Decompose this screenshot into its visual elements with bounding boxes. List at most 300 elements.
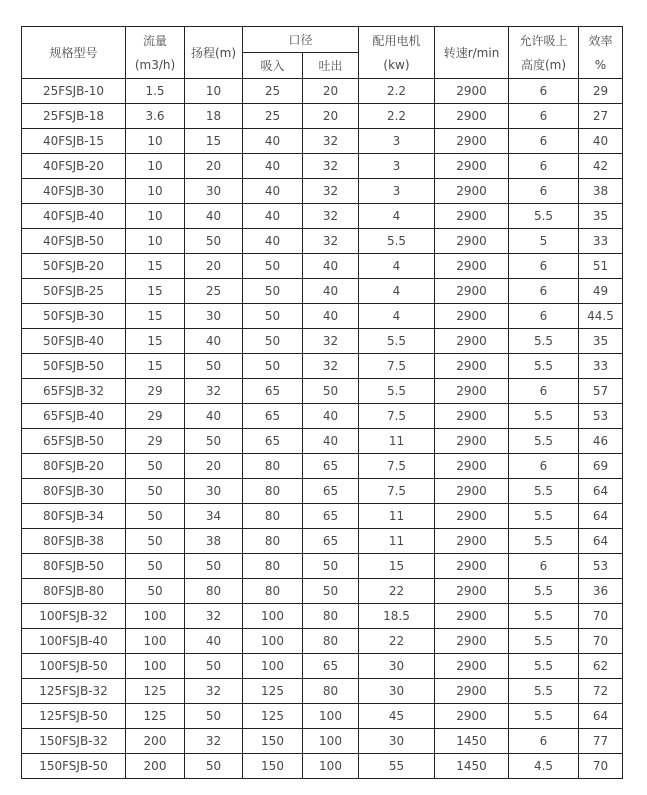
cell-flow: 125 xyxy=(126,704,185,729)
table-row xyxy=(22,429,623,454)
table-row xyxy=(22,204,623,229)
cell-npsh: 6 xyxy=(509,554,579,579)
cell-motor: 5.5 xyxy=(359,229,435,254)
cell-efficiency: 72 xyxy=(579,679,623,704)
cell-model: 125FSJB-32 xyxy=(22,679,126,704)
table-row xyxy=(22,329,623,354)
header-suction: 吸入 xyxy=(243,53,303,79)
header-npsh-unit: 高度(m) xyxy=(520,57,567,72)
cell-efficiency: 40 xyxy=(579,129,623,154)
cell-head: 50 xyxy=(185,354,243,379)
cell-suction: 40 xyxy=(243,229,303,254)
cell-speed: 2900 xyxy=(435,204,509,229)
cell-efficiency: 64 xyxy=(579,504,623,529)
cell-flow: 3.6 xyxy=(126,104,185,129)
cell-flow: 100 xyxy=(126,604,185,629)
table-row xyxy=(22,604,623,629)
cell-flow: 29 xyxy=(126,404,185,429)
cell-npsh: 5.5 xyxy=(509,679,579,704)
cell-model: 50FSJB-25 xyxy=(22,279,126,304)
cell-head: 40 xyxy=(185,404,243,429)
cell-discharge: 32 xyxy=(303,204,359,229)
cell-npsh: 6 xyxy=(509,79,579,104)
cell-discharge: 80 xyxy=(303,629,359,654)
cell-motor: 15 xyxy=(359,554,435,579)
header-flow-unit: (m3/h) xyxy=(134,57,176,72)
cell-npsh: 5.5 xyxy=(509,354,579,379)
cell-discharge: 80 xyxy=(303,604,359,629)
cell-discharge: 32 xyxy=(303,329,359,354)
cell-npsh: 6 xyxy=(509,254,579,279)
cell-npsh: 6 xyxy=(509,154,579,179)
cell-model: 80FSJB-30 xyxy=(22,479,126,504)
cell-flow: 50 xyxy=(126,529,185,554)
cell-npsh: 5.5 xyxy=(509,204,579,229)
cell-npsh: 5.5 xyxy=(509,654,579,679)
cell-model: 80FSJB-20 xyxy=(22,454,126,479)
cell-npsh: 5.5 xyxy=(509,429,579,454)
cell-flow: 10 xyxy=(126,129,185,154)
cell-efficiency: 33 xyxy=(579,229,623,254)
cell-speed: 2900 xyxy=(435,104,509,129)
cell-speed: 2900 xyxy=(435,654,509,679)
cell-suction: 50 xyxy=(243,254,303,279)
cell-efficiency: 49 xyxy=(579,279,623,304)
table-row xyxy=(22,479,623,504)
cell-discharge: 100 xyxy=(303,729,359,754)
cell-discharge: 40 xyxy=(303,254,359,279)
cell-flow: 15 xyxy=(126,304,185,329)
cell-npsh: 5.5 xyxy=(509,529,579,554)
cell-discharge: 65 xyxy=(303,654,359,679)
cell-speed: 2900 xyxy=(435,504,509,529)
cell-speed: 2900 xyxy=(435,479,509,504)
cell-discharge: 40 xyxy=(303,429,359,454)
cell-suction: 65 xyxy=(243,404,303,429)
cell-motor: 22 xyxy=(359,579,435,604)
cell-model: 25FSJB-10 xyxy=(22,79,126,104)
cell-model: 150FSJB-32 xyxy=(22,729,126,754)
header-efficiency xyxy=(579,27,623,79)
cell-model: 65FSJB-40 xyxy=(22,404,126,429)
cell-speed: 2900 xyxy=(435,179,509,204)
table-row xyxy=(22,629,623,654)
cell-efficiency: 46 xyxy=(579,429,623,454)
table-row xyxy=(22,404,623,429)
cell-speed: 2900 xyxy=(435,404,509,429)
cell-discharge: 40 xyxy=(303,304,359,329)
cell-speed: 2900 xyxy=(435,129,509,154)
cell-head: 38 xyxy=(185,529,243,554)
cell-discharge: 50 xyxy=(303,379,359,404)
cell-discharge: 20 xyxy=(303,79,359,104)
header-motor-label: 配用电机 xyxy=(372,33,421,48)
cell-head: 32 xyxy=(185,604,243,629)
cell-flow: 10 xyxy=(126,179,185,204)
cell-speed: 2900 xyxy=(435,554,509,579)
cell-flow: 50 xyxy=(126,454,185,479)
header-efficiency-unit: % xyxy=(594,57,607,72)
table-row xyxy=(22,104,623,129)
spec-table-container xyxy=(21,26,623,779)
cell-head: 30 xyxy=(185,179,243,204)
cell-efficiency: 70 xyxy=(579,629,623,654)
cell-motor: 30 xyxy=(359,729,435,754)
cell-npsh: 6 xyxy=(509,729,579,754)
cell-model: 80FSJB-38 xyxy=(22,529,126,554)
cell-motor: 2.2 xyxy=(359,79,435,104)
cell-speed: 2900 xyxy=(435,354,509,379)
header-model: 规格型号 xyxy=(22,27,126,79)
cell-suction: 40 xyxy=(243,154,303,179)
header-motor xyxy=(359,27,435,79)
cell-efficiency: 51 xyxy=(579,254,623,279)
cell-speed: 2900 xyxy=(435,329,509,354)
cell-efficiency: 44.5 xyxy=(579,304,623,329)
cell-suction: 150 xyxy=(243,754,303,779)
cell-efficiency: 33 xyxy=(579,354,623,379)
cell-flow: 125 xyxy=(126,679,185,704)
cell-suction: 100 xyxy=(243,654,303,679)
cell-suction: 50 xyxy=(243,279,303,304)
table-body xyxy=(22,79,623,779)
cell-motor: 4 xyxy=(359,279,435,304)
cell-suction: 80 xyxy=(243,454,303,479)
cell-model: 80FSJB-80 xyxy=(22,579,126,604)
cell-model: 40FSJB-40 xyxy=(22,204,126,229)
cell-model: 50FSJB-50 xyxy=(22,354,126,379)
cell-discharge: 40 xyxy=(303,404,359,429)
cell-suction: 40 xyxy=(243,129,303,154)
cell-flow: 15 xyxy=(126,254,185,279)
table-row xyxy=(22,679,623,704)
cell-flow: 15 xyxy=(126,354,185,379)
cell-motor: 22 xyxy=(359,629,435,654)
cell-model: 50FSJB-20 xyxy=(22,254,126,279)
cell-head: 32 xyxy=(185,379,243,404)
table-row xyxy=(22,129,623,154)
cell-efficiency: 42 xyxy=(579,154,623,179)
cell-discharge: 50 xyxy=(303,554,359,579)
cell-efficiency: 64 xyxy=(579,529,623,554)
cell-flow: 15 xyxy=(126,279,185,304)
cell-head: 50 xyxy=(185,654,243,679)
table-row xyxy=(22,454,623,479)
header-npsh xyxy=(509,27,579,79)
cell-suction: 65 xyxy=(243,429,303,454)
cell-model: 100FSJB-32 xyxy=(22,604,126,629)
cell-discharge: 65 xyxy=(303,479,359,504)
header-discharge: 吐出 xyxy=(303,53,359,79)
header-efficiency-label: 效率 xyxy=(588,33,613,48)
pump-spec-table xyxy=(21,26,623,779)
cell-suction: 80 xyxy=(243,504,303,529)
cell-efficiency: 70 xyxy=(579,754,623,779)
cell-model: 50FSJB-30 xyxy=(22,304,126,329)
cell-flow: 200 xyxy=(126,754,185,779)
cell-discharge: 32 xyxy=(303,354,359,379)
cell-suction: 50 xyxy=(243,354,303,379)
cell-head: 34 xyxy=(185,504,243,529)
cell-speed: 2900 xyxy=(435,604,509,629)
table-row xyxy=(22,304,623,329)
cell-discharge: 50 xyxy=(303,579,359,604)
cell-motor: 5.5 xyxy=(359,329,435,354)
cell-motor: 4 xyxy=(359,304,435,329)
cell-speed: 1450 xyxy=(435,754,509,779)
cell-suction: 80 xyxy=(243,479,303,504)
cell-efficiency: 57 xyxy=(579,379,623,404)
cell-flow: 15 xyxy=(126,329,185,354)
table-row xyxy=(22,729,623,754)
cell-discharge: 32 xyxy=(303,229,359,254)
cell-head: 50 xyxy=(185,754,243,779)
table-row xyxy=(22,179,623,204)
cell-flow: 10 xyxy=(126,204,185,229)
cell-motor: 3 xyxy=(359,154,435,179)
cell-model: 100FSJB-50 xyxy=(22,654,126,679)
cell-npsh: 6 xyxy=(509,104,579,129)
cell-head: 10 xyxy=(185,79,243,104)
cell-efficiency: 38 xyxy=(579,179,623,204)
cell-flow: 50 xyxy=(126,579,185,604)
cell-speed: 2900 xyxy=(435,429,509,454)
header-head: 扬程(m) xyxy=(185,27,243,79)
cell-suction: 150 xyxy=(243,729,303,754)
cell-model: 80FSJB-34 xyxy=(22,504,126,529)
cell-head: 40 xyxy=(185,629,243,654)
header-motor-unit: (kw) xyxy=(383,57,410,72)
cell-efficiency: 69 xyxy=(579,454,623,479)
cell-speed: 2900 xyxy=(435,79,509,104)
table-row xyxy=(22,654,623,679)
table-header xyxy=(22,27,623,79)
cell-suction: 25 xyxy=(243,79,303,104)
cell-discharge: 65 xyxy=(303,454,359,479)
cell-flow: 100 xyxy=(126,629,185,654)
cell-head: 20 xyxy=(185,254,243,279)
cell-model: 65FSJB-32 xyxy=(22,379,126,404)
cell-motor: 7.5 xyxy=(359,354,435,379)
cell-model: 40FSJB-50 xyxy=(22,229,126,254)
cell-suction: 125 xyxy=(243,704,303,729)
cell-discharge: 32 xyxy=(303,154,359,179)
table-row xyxy=(22,579,623,604)
cell-head: 20 xyxy=(185,154,243,179)
cell-head: 80 xyxy=(185,579,243,604)
cell-npsh: 6 xyxy=(509,279,579,304)
cell-npsh: 5.5 xyxy=(509,404,579,429)
cell-efficiency: 70 xyxy=(579,604,623,629)
header-speed: 转速r/min xyxy=(435,27,509,79)
cell-speed: 2900 xyxy=(435,579,509,604)
cell-model: 125FSJB-50 xyxy=(22,704,126,729)
cell-motor: 4 xyxy=(359,254,435,279)
cell-flow: 1.5 xyxy=(126,79,185,104)
cell-head: 32 xyxy=(185,729,243,754)
cell-head: 25 xyxy=(185,279,243,304)
header-caliber: 口径 xyxy=(243,27,359,53)
cell-efficiency: 29 xyxy=(579,79,623,104)
cell-flow: 10 xyxy=(126,229,185,254)
cell-motor: 11 xyxy=(359,504,435,529)
cell-suction: 80 xyxy=(243,579,303,604)
cell-npsh: 6 xyxy=(509,454,579,479)
header-npsh-label: 允许吸上 xyxy=(519,33,568,48)
cell-flow: 50 xyxy=(126,479,185,504)
cell-discharge: 32 xyxy=(303,179,359,204)
cell-discharge: 20 xyxy=(303,104,359,129)
cell-flow: 29 xyxy=(126,379,185,404)
cell-head: 18 xyxy=(185,104,243,129)
cell-efficiency: 27 xyxy=(579,104,623,129)
cell-model: 40FSJB-15 xyxy=(22,129,126,154)
cell-model: 25FSJB-18 xyxy=(22,104,126,129)
cell-motor: 7.5 xyxy=(359,404,435,429)
cell-npsh: 5.5 xyxy=(509,604,579,629)
cell-suction: 80 xyxy=(243,554,303,579)
cell-flow: 100 xyxy=(126,654,185,679)
cell-speed: 2900 xyxy=(435,254,509,279)
cell-motor: 30 xyxy=(359,654,435,679)
cell-motor: 5.5 xyxy=(359,379,435,404)
cell-efficiency: 62 xyxy=(579,654,623,679)
cell-npsh: 5.5 xyxy=(509,704,579,729)
cell-speed: 2900 xyxy=(435,529,509,554)
cell-suction: 50 xyxy=(243,329,303,354)
cell-head: 50 xyxy=(185,554,243,579)
cell-speed: 2900 xyxy=(435,304,509,329)
cell-discharge: 32 xyxy=(303,129,359,154)
cell-npsh: 6 xyxy=(509,379,579,404)
cell-motor: 3 xyxy=(359,179,435,204)
cell-motor: 4 xyxy=(359,204,435,229)
cell-head: 50 xyxy=(185,704,243,729)
cell-suction: 100 xyxy=(243,604,303,629)
cell-flow: 10 xyxy=(126,154,185,179)
cell-npsh: 6 xyxy=(509,129,579,154)
cell-speed: 2900 xyxy=(435,379,509,404)
cell-motor: 45 xyxy=(359,704,435,729)
table-row xyxy=(22,704,623,729)
cell-head: 30 xyxy=(185,304,243,329)
table-row xyxy=(22,554,623,579)
cell-suction: 80 xyxy=(243,529,303,554)
cell-speed: 2900 xyxy=(435,629,509,654)
table-row xyxy=(22,379,623,404)
cell-efficiency: 35 xyxy=(579,204,623,229)
cell-efficiency: 53 xyxy=(579,554,623,579)
table-row xyxy=(22,754,623,779)
cell-head: 32 xyxy=(185,679,243,704)
cell-efficiency: 36 xyxy=(579,579,623,604)
cell-head: 50 xyxy=(185,429,243,454)
cell-head: 20 xyxy=(185,454,243,479)
cell-model: 40FSJB-30 xyxy=(22,179,126,204)
cell-suction: 125 xyxy=(243,679,303,704)
cell-npsh: 6 xyxy=(509,179,579,204)
cell-npsh: 5.5 xyxy=(509,579,579,604)
cell-discharge: 65 xyxy=(303,504,359,529)
cell-speed: 2900 xyxy=(435,679,509,704)
cell-npsh: 5.5 xyxy=(509,504,579,529)
cell-npsh: 4.5 xyxy=(509,754,579,779)
cell-model: 150FSJB-50 xyxy=(22,754,126,779)
cell-motor: 55 xyxy=(359,754,435,779)
cell-speed: 2900 xyxy=(435,279,509,304)
cell-flow: 50 xyxy=(126,504,185,529)
cell-discharge: 80 xyxy=(303,679,359,704)
cell-speed: 2900 xyxy=(435,454,509,479)
cell-suction: 65 xyxy=(243,379,303,404)
cell-model: 100FSJB-40 xyxy=(22,629,126,654)
table-row xyxy=(22,354,623,379)
cell-motor: 30 xyxy=(359,679,435,704)
cell-head: 40 xyxy=(185,204,243,229)
cell-model: 80FSJB-50 xyxy=(22,554,126,579)
header-flow-label: 流量 xyxy=(142,33,167,48)
cell-npsh: 6 xyxy=(509,304,579,329)
cell-head: 30 xyxy=(185,479,243,504)
table-row xyxy=(22,229,623,254)
cell-motor: 2.2 xyxy=(359,104,435,129)
cell-motor: 3 xyxy=(359,129,435,154)
cell-discharge: 100 xyxy=(303,704,359,729)
cell-motor: 7.5 xyxy=(359,479,435,504)
cell-motor: 11 xyxy=(359,429,435,454)
table-row xyxy=(22,279,623,304)
cell-efficiency: 35 xyxy=(579,329,623,354)
cell-suction: 40 xyxy=(243,179,303,204)
cell-speed: 2900 xyxy=(435,154,509,179)
cell-npsh: 5 xyxy=(509,229,579,254)
table-row xyxy=(22,254,623,279)
cell-discharge: 40 xyxy=(303,279,359,304)
cell-motor: 7.5 xyxy=(359,454,435,479)
cell-discharge: 100 xyxy=(303,754,359,779)
cell-model: 40FSJB-20 xyxy=(22,154,126,179)
cell-speed: 2900 xyxy=(435,704,509,729)
table-row xyxy=(22,154,623,179)
cell-flow: 200 xyxy=(126,729,185,754)
cell-suction: 40 xyxy=(243,204,303,229)
cell-motor: 18.5 xyxy=(359,604,435,629)
cell-head: 50 xyxy=(185,229,243,254)
cell-model: 50FSJB-40 xyxy=(22,329,126,354)
cell-npsh: 5.5 xyxy=(509,479,579,504)
cell-flow: 50 xyxy=(126,554,185,579)
cell-suction: 25 xyxy=(243,104,303,129)
cell-flow: 29 xyxy=(126,429,185,454)
cell-npsh: 5.5 xyxy=(509,329,579,354)
cell-suction: 100 xyxy=(243,629,303,654)
cell-efficiency: 53 xyxy=(579,404,623,429)
table-row xyxy=(22,504,623,529)
table-row xyxy=(22,79,623,104)
cell-head: 40 xyxy=(185,329,243,354)
header-flow xyxy=(126,27,185,79)
cell-model: 65FSJB-50 xyxy=(22,429,126,454)
cell-npsh: 5.5 xyxy=(509,629,579,654)
cell-efficiency: 64 xyxy=(579,704,623,729)
cell-suction: 50 xyxy=(243,304,303,329)
cell-efficiency: 77 xyxy=(579,729,623,754)
cell-motor: 11 xyxy=(359,529,435,554)
cell-head: 15 xyxy=(185,129,243,154)
cell-discharge: 65 xyxy=(303,529,359,554)
cell-speed: 1450 xyxy=(435,729,509,754)
table-row xyxy=(22,529,623,554)
